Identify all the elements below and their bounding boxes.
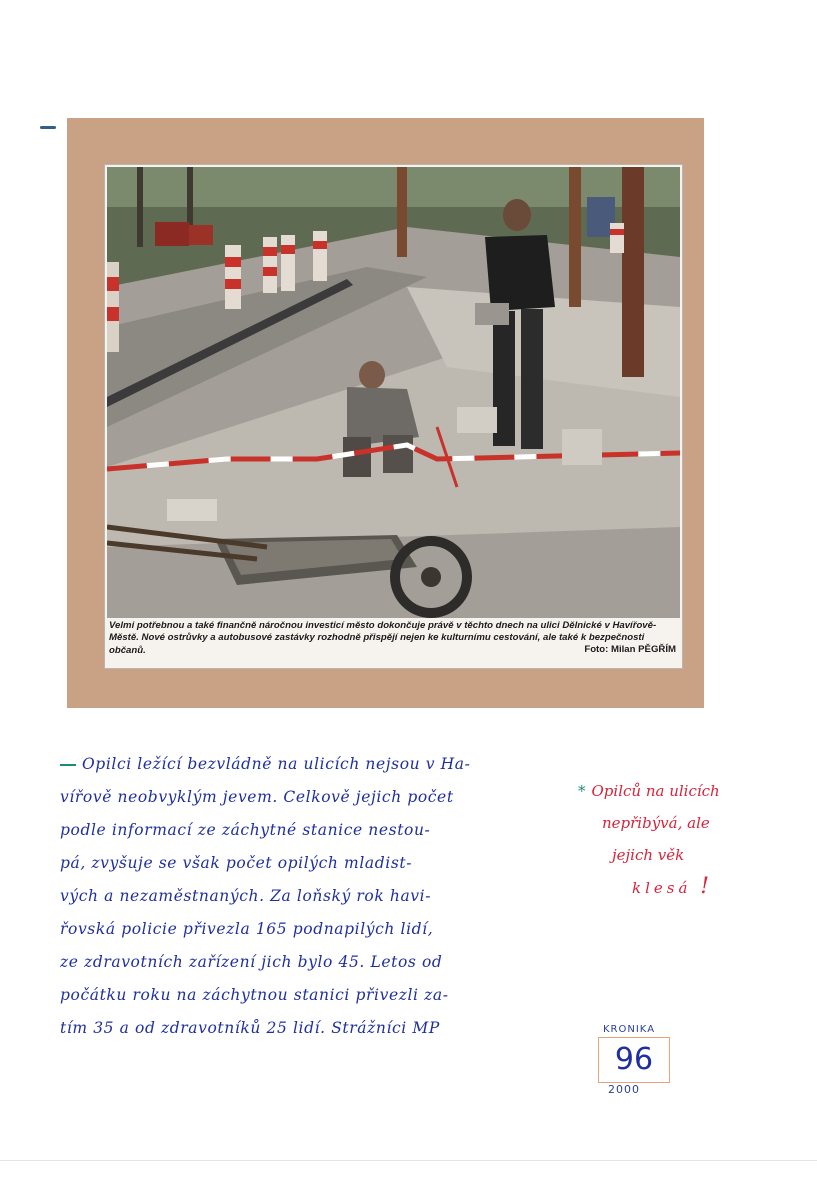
note-line: řovská policie přivezla 165 podnapilých lidí, [60, 920, 434, 938]
note-line: tím 35 a od zdravotníků 25 lidí. Strážníci MP [60, 1019, 440, 1037]
note-line: počátku roku na záchytnou stanici přivezli za- [60, 986, 449, 1004]
newspaper-clipping [104, 164, 683, 669]
side-note-line: * Opilců na ulicích [578, 782, 720, 800]
side-note-line: jejich věk [612, 846, 685, 864]
page-number: 96 [614, 1042, 654, 1077]
exclamation-mark: ! [700, 874, 714, 899]
note-line: vých a nezaměstnaných. Za loňský rok havi- [60, 887, 432, 905]
photo-caption [109, 620, 678, 657]
note-line: pá, zvyšuje se však počet opilých mladist- [60, 854, 413, 872]
chronicle-label: KRONIKA [603, 1024, 656, 1035]
page-edge-line [0, 1160, 817, 1161]
caption-text: Velmi potřebnou a také finančně náročnou investicí město dokončuje právě v těchto dnech na ulici Dělnické v Havířově-Městě. Nové ostrůvky a autobusové zastávky rozhodně přispějí nejen ke kulturnímu cestování, ale také k bezpečnosti občanů. [109, 620, 657, 656]
margin-dash-mark [40, 126, 56, 129]
bullet-dash-icon [60, 764, 76, 766]
photo-credit: Foto: Milan PĚGŘÍM [584, 644, 676, 655]
page-number-box [598, 1037, 670, 1083]
red-margin-note [578, 775, 793, 904]
note-line: vířově neobvyklým jevem. Celkově jejich počet [60, 788, 454, 806]
handwritten-chronicle-entry [60, 748, 580, 1045]
note-line: Opilci ležící bezvládně na ulicích nejsou v Ha- [60, 748, 580, 781]
asterisk-icon: * [578, 782, 586, 800]
note-line: ze zdravotních zařízení jich bylo 45. Letos od [60, 953, 443, 971]
side-note-line: nepřibývá, ale [602, 814, 710, 832]
chronicle-year: 2000 [608, 1083, 640, 1096]
note-line: podle informací ze záchytné stanice nestou- [60, 821, 431, 839]
side-note-line: klesá ! [632, 874, 714, 899]
street-construction-photo [107, 167, 680, 618]
